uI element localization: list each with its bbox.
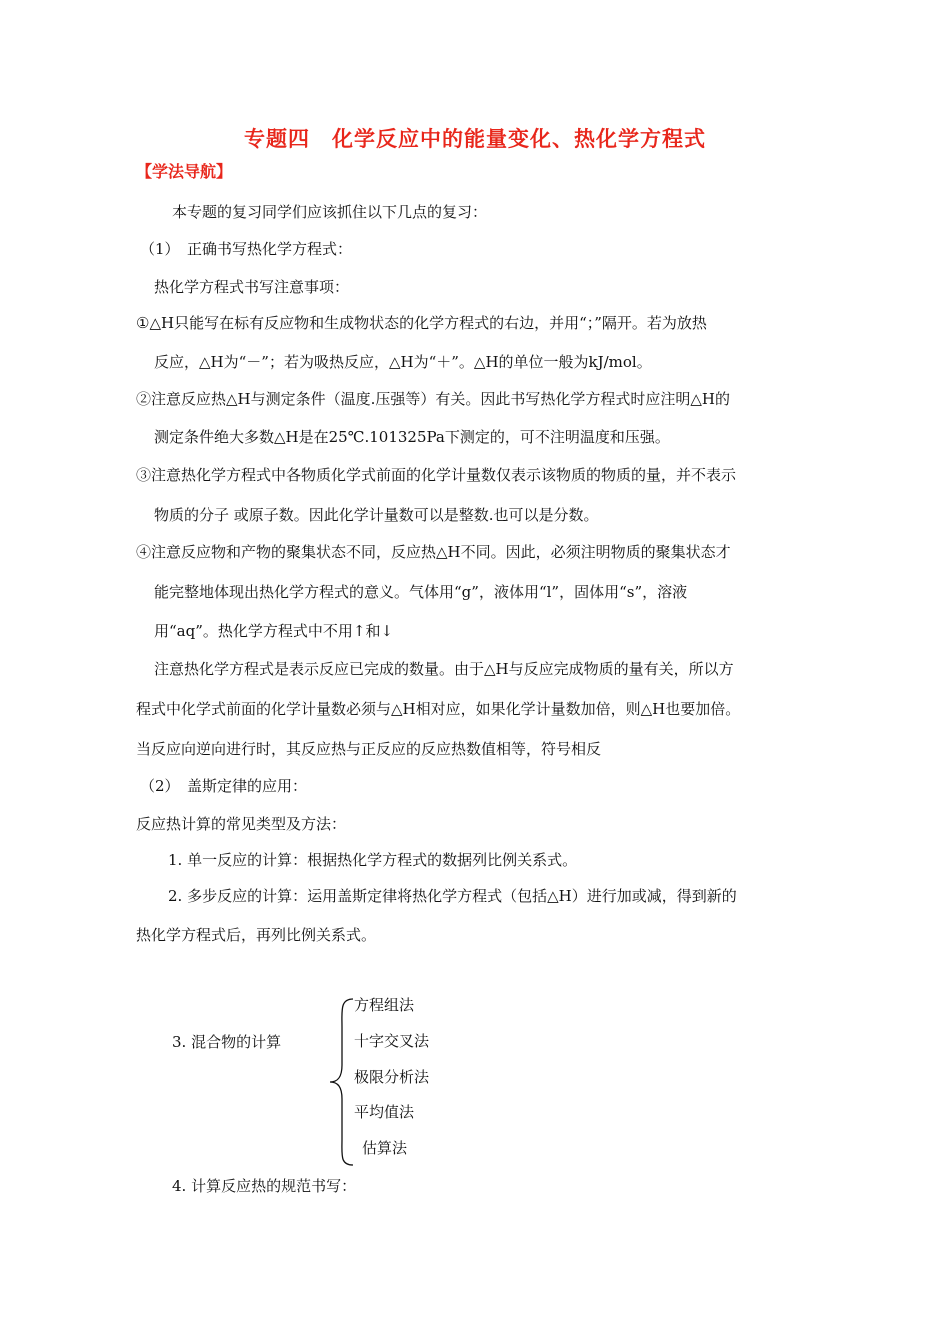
method-cross: 十字交叉法 — [354, 1032, 430, 1050]
note-item-2-line-1: ②注意反应热△H与测定条件（温度.压强等）有关。因此书写热化学方程式时应注明△H的 — [136, 390, 731, 408]
note-item-4-line-2: 能完整地体现出热化学方程式的意义。气体用“g”，液体用“l”，固体用“s”，溶液 — [154, 583, 688, 601]
part2-heading: （2） 盖斯定律的应用： — [140, 777, 308, 795]
note-paragraph-line-1: 注意热化学方程式是表示反应已完成的数量。由于△H与反应完成物质的量有关，所以方 — [154, 660, 734, 678]
calc-item-3-label: 3. 混合物的计算 — [172, 1033, 282, 1051]
note-item-3-line-1: ③注意热化学方程式中各物质化学式前面的化学计量数仅表示该物质的物质的量，并不表示 — [136, 466, 737, 484]
curly-brace — [326, 997, 356, 1167]
calc-item-1: 1. 单一反应的计算：根据热化学方程式的数据列比例关系式。 — [168, 851, 578, 869]
calc-item-4: 4. 计算反应热的规范书写： — [172, 1177, 357, 1195]
method-limit-analysis: 极限分析法 — [354, 1068, 430, 1086]
calc-item-2-line-1: 2. 多步反应的计算：运用盖斯定律将热化学方程式（包括△H）进行加或减，得到新的 — [168, 887, 737, 905]
note-item-4-line-1: ④注意反应物和产物的聚集状态不同，反应热△H不同。因此，必须注明物质的聚集状态才 — [136, 543, 731, 561]
note-item-2-line-2: 测定条件绝大多数△H是在25℃.101325Pa下测定的，可不注明温度和压强。 — [154, 428, 670, 446]
part1-subheading: 热化学方程式书写注意事项： — [154, 278, 350, 296]
part1-heading: （1） 正确书写热化学方程式： — [140, 240, 353, 258]
method-estimation: 估算法 — [362, 1139, 408, 1157]
calc-item-2-line-2: 热化学方程式后，再列比例关系式。 — [136, 926, 377, 944]
intro-text: 本专题的复习同学们应该抓住以下几点的复习： — [172, 203, 488, 221]
note-item-1-line-1: ①△H只能写在标有反应物和生成物状态的化学方程式的右边，并用“；”隔开。若为放热 — [136, 314, 707, 332]
note-item-3-line-2: 物质的分子 或原子数。因此化学计量数可以是整数.也可以是分数。 — [154, 506, 599, 524]
method-equations: 方程组法 — [354, 996, 415, 1014]
page-title: 专题四 化学反应中的能量变化、热化学方程式 — [244, 127, 706, 151]
section-heading: 【学法导航】 — [136, 162, 233, 181]
note-item-1-line-2: 反应，△H为“－”；若为吸热反应，△H为“＋”。△H的单位一般为kJ/mol。 — [154, 353, 652, 371]
note-paragraph-line-3: 当反应向逆向进行时，其反应热与正反应的反应热数值相等，符号相反 — [136, 740, 602, 758]
note-item-4-line-3: 用“aq”。热化学方程式中不用↑和↓ — [154, 622, 394, 640]
part2-subheading: 反应热计算的常见类型及方法： — [136, 815, 347, 833]
note-paragraph-line-2: 程式中化学式前面的化学计量数必须与△H相对应，如果化学计量数加倍，则△H也要加倍。 — [136, 700, 741, 718]
method-average: 平均值法 — [354, 1103, 415, 1121]
